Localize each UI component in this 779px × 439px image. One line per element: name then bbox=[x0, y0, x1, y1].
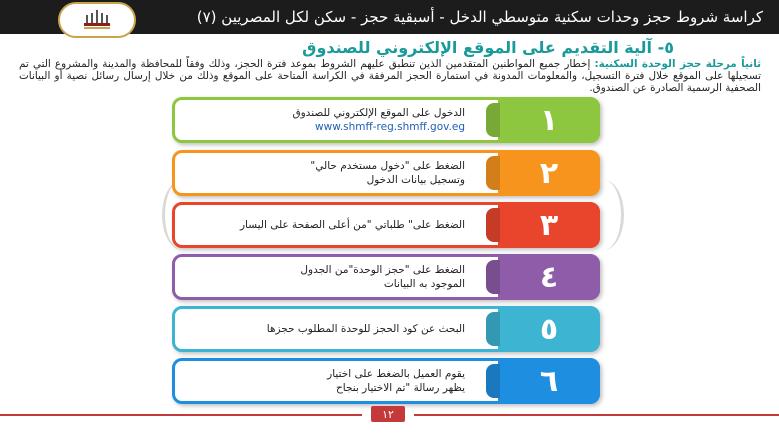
step-5-line1: البحث عن كود الحجز للوحدة المطلوب حجزها bbox=[266, 323, 465, 335]
step-5-number: ٥ bbox=[498, 306, 600, 352]
step-5-text bbox=[195, 309, 465, 349]
step-6-number: ٦ bbox=[498, 358, 600, 404]
step-4-line1: الضغط على "حجز الوحدة"من الجدول bbox=[300, 264, 465, 276]
footer-line-right bbox=[414, 414, 779, 416]
step-3-text bbox=[195, 205, 465, 245]
step-1-text bbox=[195, 100, 465, 140]
step-6-line2: يظهر رسالة "تم الاختيار بنجاح bbox=[335, 382, 465, 394]
step-2-number: ٢ bbox=[498, 150, 600, 196]
step-4-number: ٤ bbox=[498, 254, 600, 300]
step-3-line1: الضغط على" طلباتي "من أعلى الصفحة على اليسار bbox=[239, 219, 465, 231]
fund-website-link[interactable]: www.shmff-reg.shmff.gov.eg bbox=[315, 121, 465, 133]
footer-line-left bbox=[0, 414, 362, 416]
step-3 bbox=[172, 202, 600, 248]
step-2-text bbox=[195, 153, 465, 193]
step-1-number: ١ bbox=[498, 97, 600, 143]
step-5 bbox=[172, 306, 600, 352]
step-1-line1: الدخول على الموقع الإلكتروني للصندوق bbox=[292, 107, 465, 119]
intro-highlight: ثانياً مرحلة حجز الوحدة السكنية: bbox=[594, 58, 762, 70]
step-4 bbox=[172, 254, 600, 300]
step-2-line2: وتسجيل بيانات الدخول bbox=[366, 174, 465, 186]
header-title: كراسة شروط حجز وحدات سكنية متوسطي الدخل - أسبقية حجز - سكن لكل المصريين (٧) bbox=[196, 8, 763, 26]
step-6-text bbox=[195, 361, 465, 401]
step-2-line1: الضغط على "دخول مستخدم حالي" bbox=[310, 160, 465, 172]
page-number: ١٢ bbox=[371, 406, 405, 422]
step-4-line2: الموجود به البيانات bbox=[383, 278, 465, 290]
step-2 bbox=[172, 150, 600, 196]
step-3-number: ٣ bbox=[498, 202, 600, 248]
step-1 bbox=[172, 97, 600, 143]
step-4-text bbox=[195, 257, 465, 297]
step-6 bbox=[172, 358, 600, 404]
section-title: ٥- آلية التقديم على الموقع الإلكتروني للصندوق bbox=[302, 38, 674, 57]
intro-body: إخطار جميع المواطنين المتقدمين الذين تنطبق عليهم الشروط بموعد فترة الحجز، وذلك وفقاً للمحافظة والمدينة والمشروع التي تم تسجيلها على الموقع خلال فترة التسجيل، والمعلومات المدونة في استمارة الحجز المرفقة في الكراسة المتاحة على الموقع وذلك من خلال إرسال رسائل نصية أو البيانات الصحفية الرسمية الصادرة عن الصندوق. bbox=[19, 58, 761, 94]
step-6-line1: يقوم العميل بالضغط على اختيار bbox=[327, 368, 465, 380]
